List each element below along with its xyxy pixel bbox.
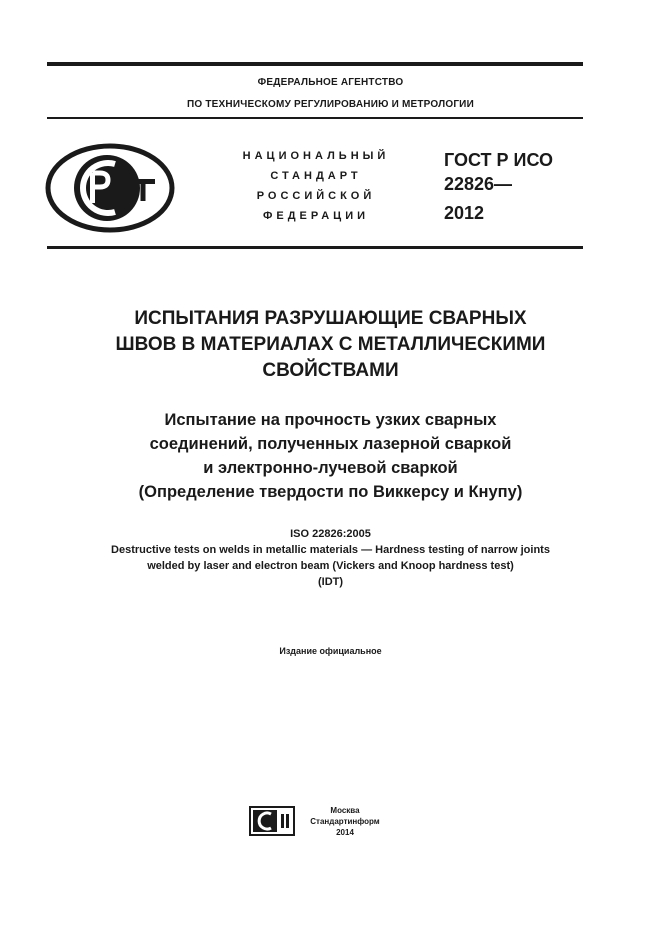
subtitle-line-2: соединений, полученных лазерной сваркой — [149, 435, 512, 453]
title-line-1: ИСПЫТАНИЯ РАЗРУШАЮЩИЕ СВАРНЫХ — [134, 308, 527, 329]
publisher-city: Москва — [330, 806, 360, 815]
header-divider — [47, 117, 583, 119]
standard-kind-line-4: ФЕДЕРАЦИИ — [262, 210, 370, 222]
subtitle-line-4: (Определение твердости по Виккерсу и Кнупу) — [138, 483, 523, 501]
iso-title-line-2: welded by laser and electron beam (Vickers and Knoop hardness test) — [147, 560, 514, 572]
gost-r-logo-icon — [45, 143, 175, 233]
title-line-2: ШВОВ В МАТЕРИАЛАХ С МЕТАЛЛИЧЕСКИМИ — [115, 334, 546, 355]
agency-line-2: ПО ТЕХНИЧЕСКОМУ РЕГУЛИРОВАНИЮ И МЕТРОЛОГИИ — [187, 99, 474, 110]
agency-line-1: ФЕДЕРАЛЬНОЕ АГЕНТСТВО — [257, 77, 404, 88]
title-line-3: СВОЙСТВАМИ — [262, 360, 399, 381]
designation-line-1: ГОСТ Р ИСО — [444, 150, 554, 170]
publisher-year: 2014 — [336, 828, 354, 837]
designation-line-3: 2012 — [444, 203, 485, 223]
standard-kind-line-2: СТАНДАРТ — [270, 170, 362, 182]
standard-kind-line-3: РОССИЙСКОЙ — [256, 190, 376, 202]
publisher-name: Стандартинформ — [310, 817, 380, 826]
iso-number: ISO 22826:2005 — [290, 528, 371, 540]
edition-note: Издание официальное — [279, 646, 382, 656]
designation-line-2: 22826— — [444, 174, 513, 194]
logo-text: РСТ — [45, 143, 47, 144]
subtitle-line-1: Испытание на прочность узких сварных — [164, 411, 497, 429]
iso-title-line-1: Destructive tests on welds in metallic materials — Hardness testing of narrow joints — [111, 544, 550, 556]
top-rule — [47, 62, 583, 66]
header-bottom-rule — [47, 246, 583, 249]
subtitle-line-3: и электронно-лучевой сваркой — [203, 459, 458, 477]
standartinform-logo-icon — [249, 806, 295, 836]
standard-kind-line-1: НАЦИОНАЛЬНЫЙ — [242, 150, 390, 162]
iso-identity: (IDT) — [317, 576, 344, 588]
